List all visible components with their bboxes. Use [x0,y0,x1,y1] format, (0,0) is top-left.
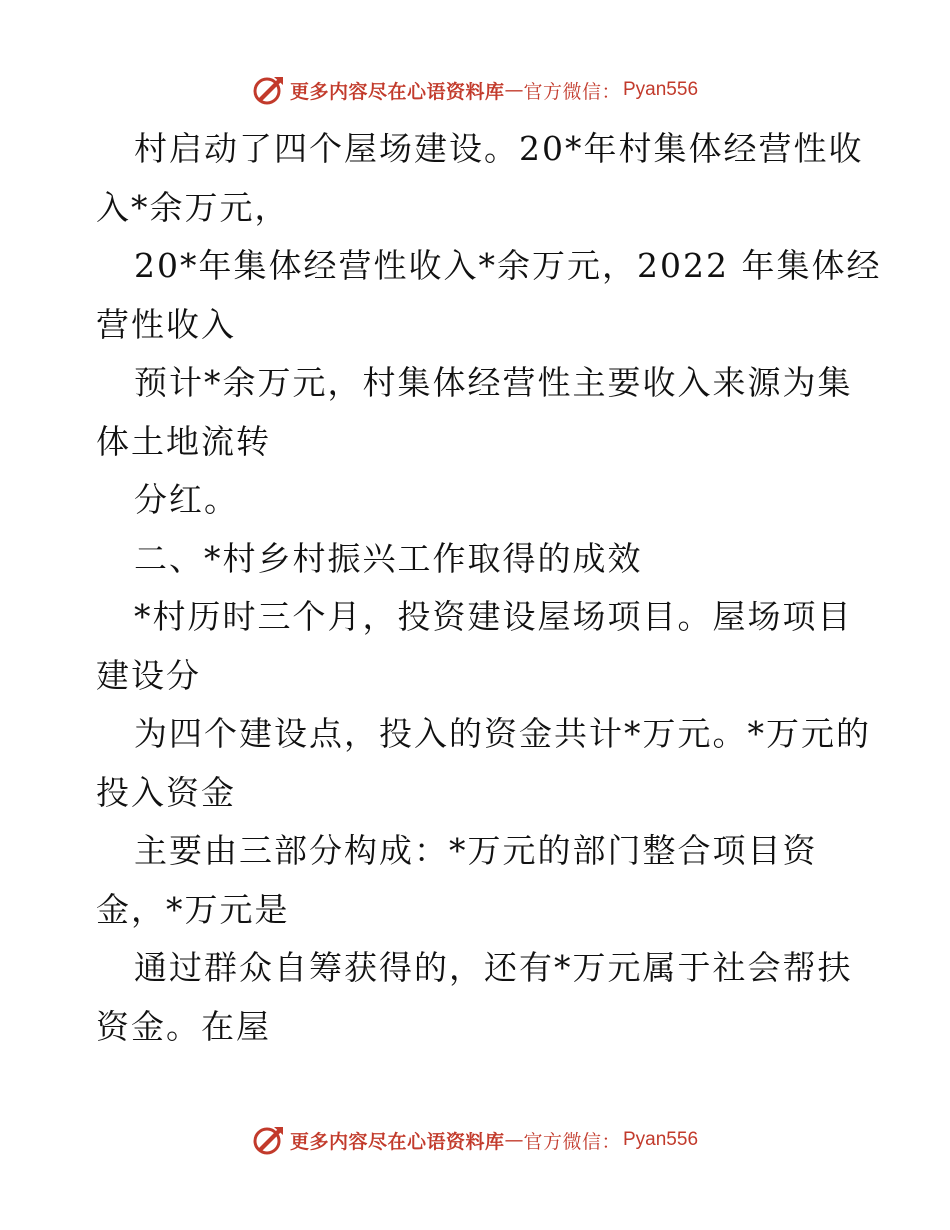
text-line: 20*年集体经营性收入*余万元，2022 年集体经 [134,246,882,285]
header-banner [0,70,950,110]
footer-brand: 更多内容尽在心语资料库 [289,1130,505,1153]
footer-wechat-id: Pyan556 [623,1129,699,1150]
footer-wechat-label: 官方微信： [523,1130,621,1153]
text-line: 建设分 [96,655,201,695]
quill-pen-logo-icon [252,73,286,107]
header-wechat-id: Pyan556 [623,79,699,100]
text-line: *村历时三个月，投资建设屋场项目。屋场项目 [134,597,853,636]
text-line: 资金。在屋 [96,1006,271,1046]
footer-banner [0,1120,950,1160]
quill-pen-logo-icon [252,1123,286,1157]
text-line: 为四个建设点，投入的资金共计*万元。*万元的 [134,714,871,753]
section-heading: 二、*村乡村振兴工作取得的成效 [134,538,643,578]
footer-separator: — [504,1129,524,1151]
text-line: 体土地流转 [96,421,271,461]
text-line: 预计*余万元，村集体经营性主要收入来源为集 [134,363,853,402]
header-separator: — [504,79,524,101]
text-line: 村启动了四个屋场建设。20*年村集体经营性收 [134,129,864,168]
header-wechat-label: 官方微信： [523,80,621,103]
text-line: 入*余万元， [96,187,290,227]
document-body [96,120,882,1056]
text-line: 分红。 [134,480,239,519]
text-line: 投入资金 [96,772,236,812]
text-line: 主要由三部分构成：*万元的部门整合项目资 [134,831,818,870]
header-brand: 更多内容尽在心语资料库 [289,80,505,103]
text-line: 营性收入 [96,304,236,344]
text-line: 通过群众自筹获得的，还有*万元属于社会帮扶 [134,948,853,987]
text-line: 金，*万元是 [96,889,290,929]
